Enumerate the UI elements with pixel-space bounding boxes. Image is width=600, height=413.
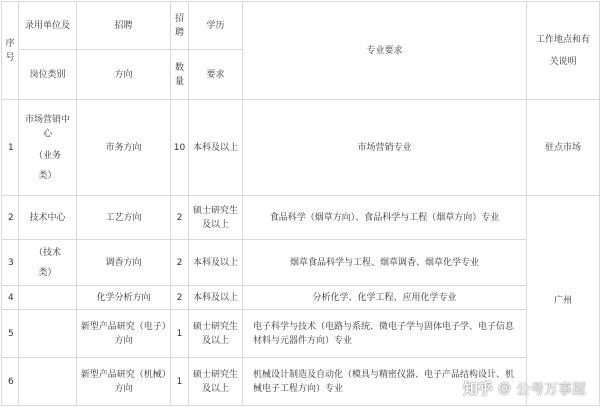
row-major: 分析化学、化学工程、应用化学专业 <box>243 286 527 310</box>
row-edu: 硕士研究生及以上 <box>189 358 243 406</box>
unit-tech-type <box>19 240 77 286</box>
row-major: 机械设计制造及自动化（模具与精密仪器、电子产品结构设计、机械电子工程方向）专业 <box>243 358 527 406</box>
header-count-sub <box>171 50 189 100</box>
header-count-c3: 数 <box>174 62 184 73</box>
row-major: 烟草食品科学与工程、烟草调香、烟草化学专业 <box>243 240 527 286</box>
header-major: 专业要求 <box>243 2 527 100</box>
zhihu-logo: 知乎 <box>462 380 493 398</box>
unit-market <box>19 100 77 196</box>
row-direction: 化学分析方向 <box>77 286 171 310</box>
row-no: 4 <box>2 286 19 310</box>
unit-tech-line2: （技术 <box>33 247 61 258</box>
row-edu: 硕士研究生及以上 <box>189 196 243 240</box>
header-recruit-sub: 方向 <box>77 50 171 100</box>
zhihu-watermark <box>463 378 586 399</box>
header-edu: 学历 <box>189 2 243 50</box>
row-direction: 市务方向 <box>77 100 171 196</box>
unit-market-line4: 类） <box>38 170 57 181</box>
header-unit: 录用单位及 <box>19 2 77 50</box>
unit-tech-name: 技术中心 <box>19 196 77 240</box>
header-location <box>527 2 600 100</box>
header-count-c2: 聘 <box>174 27 184 38</box>
row-direction: 新型产品研究（电子）方向 <box>77 310 171 358</box>
header-recruit: 招聘 <box>77 2 171 50</box>
row-major: 食品科学（烟草方向）、食品科学与工程（烟草方向）专业 <box>243 196 527 240</box>
row-edu: 本科及以上 <box>189 240 243 286</box>
row-major: 电子科学与技术（电路与系统、微电子学与固体电子学、电子信息材料与元器件方向）专业 <box>243 310 527 358</box>
table-row <box>2 196 600 240</box>
table-row <box>2 100 600 196</box>
unit-empty <box>19 358 77 406</box>
row-direction: 工艺方向 <box>77 196 171 240</box>
row-edu: 本科及以上 <box>189 100 243 196</box>
header-count-c4: 量 <box>174 76 184 87</box>
row-edu: 硕士研究生及以上 <box>189 310 243 358</box>
header-location-line1: 工作地点和有 <box>535 34 590 45</box>
row-count: 1 <box>171 358 189 406</box>
unit-market-line3: （业务 <box>33 150 61 161</box>
row-no: 6 <box>2 358 19 406</box>
watermark-at: @ <box>498 381 511 396</box>
unit-tech-line3: 类） <box>38 267 57 278</box>
header-unit-sub: 岗位类别 <box>19 50 77 100</box>
header-edu-sub: 要求 <box>189 50 243 100</box>
row-no: 1 <box>2 100 19 196</box>
header-no-line2: 号 <box>5 52 15 63</box>
row-count: 1 <box>171 310 189 358</box>
header-count-c1: 招 <box>174 13 184 24</box>
row-count: 2 <box>171 240 189 286</box>
row-no: 3 <box>2 240 19 286</box>
row-no: 5 <box>2 310 19 358</box>
unit-empty <box>19 286 77 310</box>
unit-market-line1: 市场营销中 <box>24 114 70 125</box>
recruitment-table <box>1 1 600 406</box>
header-location-line2: 关说明 <box>549 56 577 67</box>
row-count: 2 <box>171 286 189 310</box>
header-no-line1: 序 <box>5 38 15 49</box>
row-count: 10 <box>171 100 189 196</box>
watermark-account: 公考万事屋 <box>516 381 586 398</box>
row-direction: 新型产品研究（机械）方向 <box>77 358 171 406</box>
table-row <box>2 240 600 286</box>
row-location: 驻点市场 <box>527 100 600 196</box>
row-edu: 本科及以上 <box>189 286 243 310</box>
location-guangzhou: 广州 <box>527 196 600 406</box>
table-row <box>2 310 600 358</box>
row-no: 2 <box>2 196 19 240</box>
header-count <box>171 2 189 50</box>
table-row <box>2 286 600 310</box>
row-count: 2 <box>171 196 189 240</box>
unit-empty <box>19 310 77 358</box>
row-direction: 调香方向 <box>77 240 171 286</box>
header-no <box>2 2 19 100</box>
unit-market-line2: 心 <box>42 128 52 139</box>
row-major: 市场营销专业 <box>243 100 527 196</box>
